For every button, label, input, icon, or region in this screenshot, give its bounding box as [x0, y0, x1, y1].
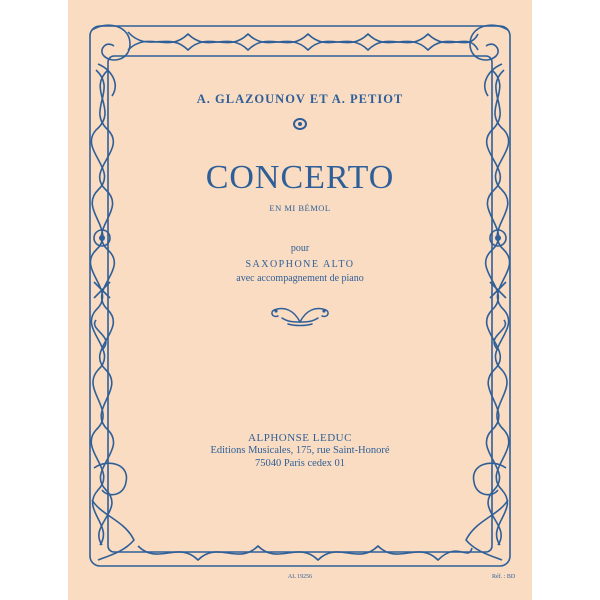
- pour-text: pour: [290, 243, 310, 254]
- top-left-beast: [92, 25, 130, 96]
- publisher-name: ALPHONSE LEDUC: [248, 432, 352, 444]
- publisher-address-line-1: Editions Musicales, 175, rue Saint-Honoré: [210, 445, 390, 456]
- top-knot-band: [128, 32, 478, 50]
- border-outer-rule: [90, 26, 510, 566]
- work-title: CONCERTO: [205, 159, 395, 196]
- bottom-knot-band: [138, 546, 472, 560]
- top-right-beast: [470, 25, 508, 96]
- instrument-text: SAXOPHONE ALTO: [245, 259, 355, 270]
- birds-fleuron-icon: [266, 300, 334, 330]
- spiral-ornament: [292, 117, 308, 131]
- score-cover: [68, 0, 532, 600]
- accompaniment-text: avec accompagnement de piano: [236, 273, 364, 284]
- bottom-left-beast: [92, 463, 134, 560]
- publisher-address-line-2: 75040 Paris cedex 01: [254, 458, 346, 469]
- key-signature-text: EN MI BÉMOL: [269, 203, 331, 213]
- composers-line: A. GLAZOUNOV ET A. PETIOT: [196, 92, 404, 106]
- plate-number: AL 19256: [287, 574, 313, 580]
- bottom-right-beast: [466, 463, 508, 560]
- reference-code: Réf. : BD: [492, 574, 516, 580]
